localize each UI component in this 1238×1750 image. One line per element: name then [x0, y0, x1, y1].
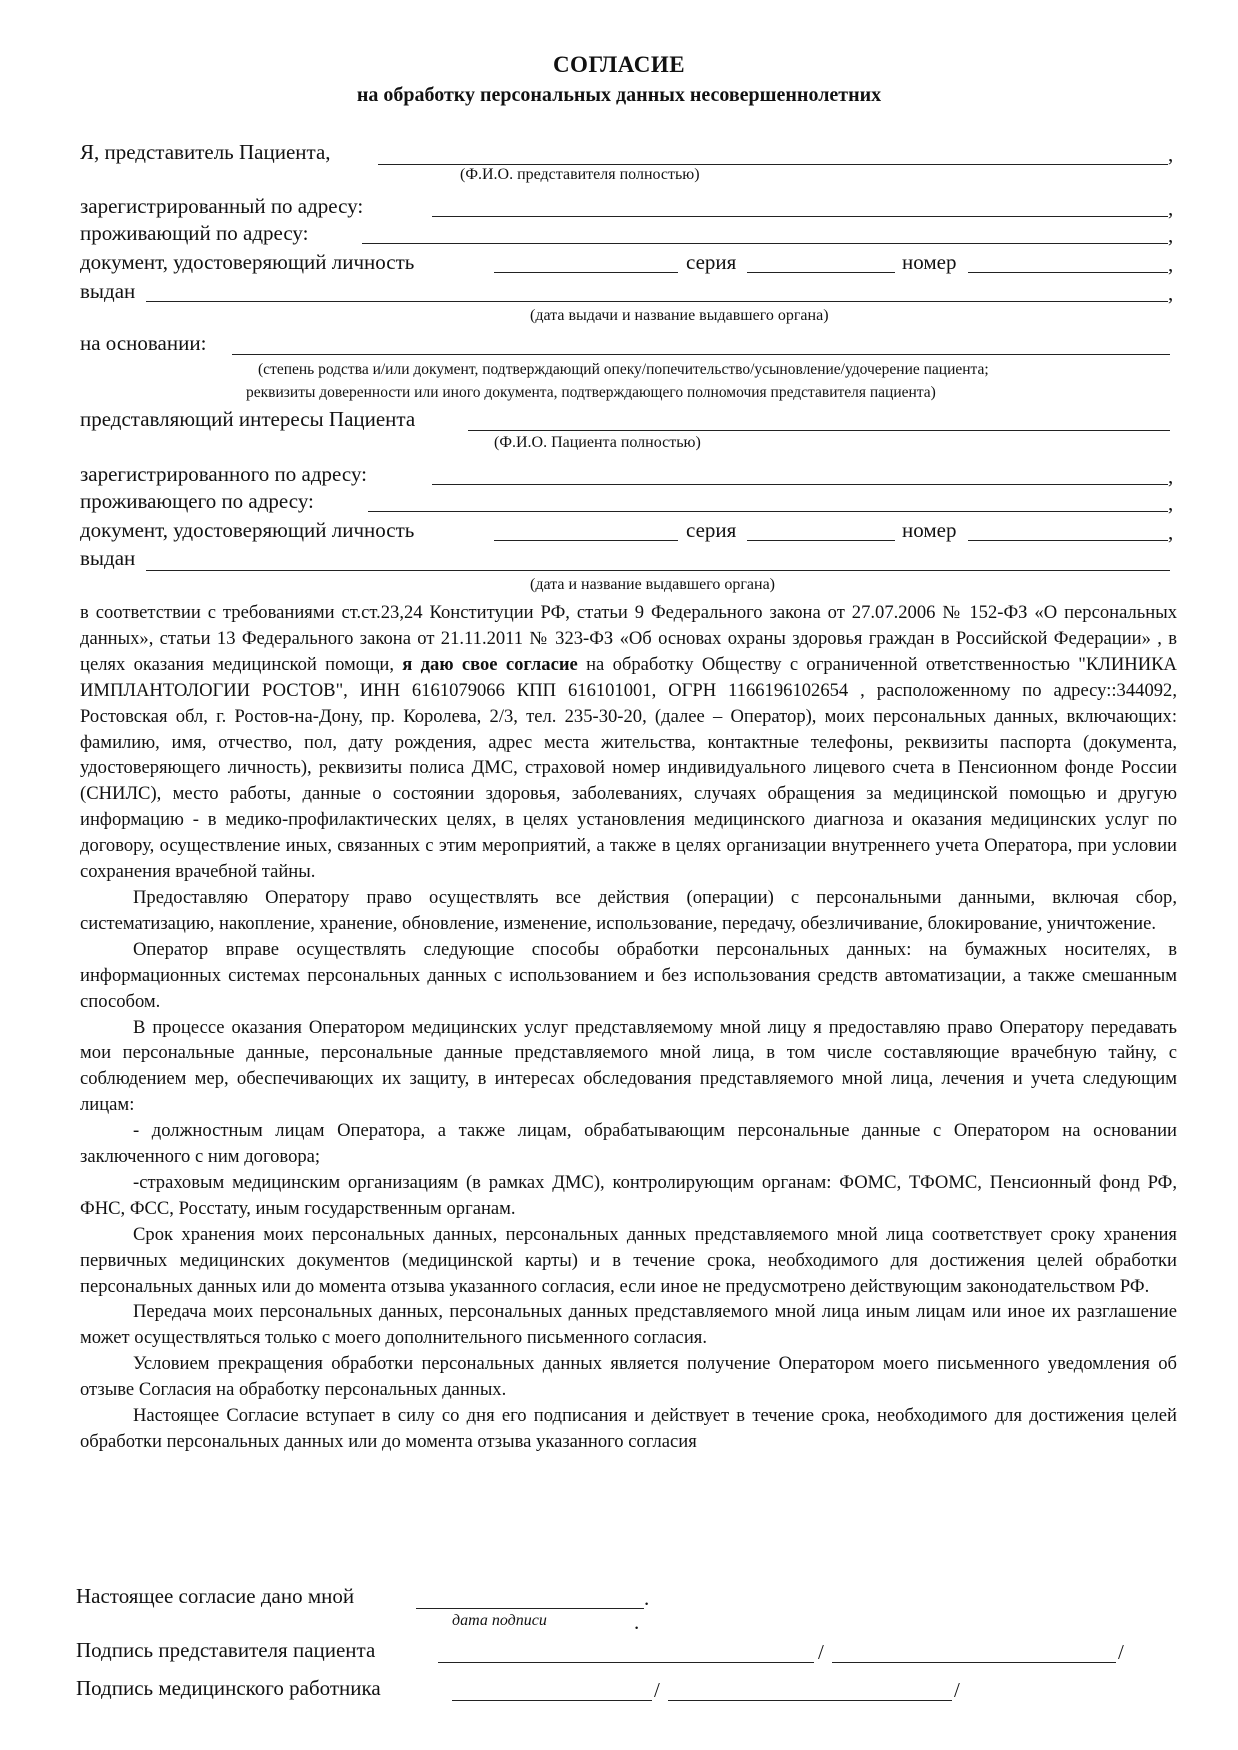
dot: .	[644, 1586, 650, 1610]
comma: ,	[1168, 252, 1174, 276]
patient-reg-label: зарегистрированного по адресу:	[80, 462, 367, 486]
paragraph-10: Настоящее Согласие вступает в силу со дня его подписания и действует в течение срока, необходимого для достижения целей обработки персональных данных или до момента отзыва указанного согласия	[80, 1405, 1177, 1452]
comma: ,	[1168, 491, 1174, 515]
representative-name-field[interactable]	[378, 164, 1168, 165]
rep-signature-field[interactable]	[438, 1662, 814, 1663]
paragraph-2: Предоставляю Оператору право осуществлять все действия (операции) с персональными данными, включая сбор, систематизацию, накопление, хранение, обновление, изменение, использование, передачу, обезличивание, блокирование, уничтожение.	[80, 886, 1177, 934]
reg-address-label: зарегистрированный по адресу:	[80, 194, 364, 218]
patient-hint: (Ф.И.О. Пациента полностью)	[494, 434, 701, 451]
patient-reg-field[interactable]	[432, 484, 1168, 485]
consent-body	[80, 600, 1177, 1455]
series-label: серия	[686, 250, 737, 274]
p1-text-a: в соответствии с требованиями ст.ст.23,24 Конституции РФ, статьи 9 Федерального закона от 27.07.2006 № 152-ФЗ «О персональных данных», статьи 13 Федерального закона от 21.11.2011 № 323-ФЗ «Об основах охраны здоровья граждан в Российской Федерации» , в целях оказания медицинской помощи,	[80, 602, 1177, 675]
med-name-field[interactable]	[668, 1700, 952, 1701]
comma: ,	[1168, 520, 1174, 544]
paragraph-4: В процессе оказания Оператором медицинских услуг представляемому мной лицу я предоставляю право Оператору передавать мои персональные данные, персональные данные представляемого мной лица, в том числе составляющие врачебную тайну, с соблюдением мер, обеспечивающих их защиту, в интересах обследования представляемого мной лица, лечения и учета следующим лицам:	[80, 1016, 1177, 1116]
patient-issued-field[interactable]	[146, 570, 1170, 571]
live-address-field[interactable]	[362, 243, 1168, 244]
comma: ,	[1168, 464, 1174, 488]
dot: .	[634, 1610, 640, 1634]
number-label: номер	[902, 250, 957, 274]
p1-text-b: на обработку Обществу с ограниченной ответственностью "КЛИНИКА ИМПЛАНТОЛОГИИ РОСТОВ", ИНН 6161079066 КПП 616101001, ОГРН 1166196102654 , расположенному по адресу::344092, Ростовская обл, г. Ростов-на-Дону, пр. Королева, 2/3, тел. 235-30-20, (далее – Оператор), моих персональных данных, включающих: фамилию, имя, отчество, пол, дату рождения, адрес места жительства, контактные телефоны, реквизиты паспорта (документа, удостоверяющего личность), реквизиты полиса ДМС, страховой номер индивидуального лицевого счета в Пенсионном фонде России (СНИЛС), место работы, данные о состоянии здоровья, заболеваниях, случаях обращения за медицинской помощью и другую информацию - в медико-профилактических целях, в целях установления медицинского диагноза и оказания медицинских услуг по договору, осуществление иных, связанных с этим мероприятий, а также в целях организации внутреннего учета Оператора, при условии сохранения врачебной тайны.	[80, 653, 1177, 883]
live-address-label: проживающий по адресу:	[80, 221, 309, 245]
patient-number-field[interactable]	[968, 540, 1168, 541]
issued-label: выдан	[80, 279, 136, 303]
slash: /	[654, 1678, 660, 1702]
paragraph-7: Срок хранения моих персональных данных, персональных данных представляемого мной лица соответствует сроку хранения первичных медицинских документов (медицинской карты) и в течение срока, необходимого для достижения целей обработки персональных данных или до момента отзыва указанного согласия, если иное не предусмотрено действующим законодательством РФ.	[80, 1223, 1177, 1297]
slash: /	[954, 1678, 960, 1702]
patient-series-label: серия	[686, 518, 737, 542]
basis-hint-2: реквизиты доверенности или иного документа, подтверждающего полномочия представителя пациента)	[246, 384, 936, 401]
comma: ,	[1168, 281, 1174, 305]
date-hint: дата подписи	[452, 1612, 547, 1629]
patient-id-doc-field[interactable]	[494, 540, 678, 541]
series-field[interactable]	[747, 272, 895, 273]
comma: ,	[1168, 196, 1174, 220]
basis-field[interactable]	[232, 354, 1170, 355]
rep-name-field[interactable]	[832, 1662, 1116, 1663]
paragraph-8: Передача моих персональных данных, персональных данных представляемого мной лица иным лицам или иное их разглашение может осуществляться только с моего дополнительного письменного согласия.	[80, 1301, 1177, 1349]
rep-sign-label: Подпись представителя пациента	[76, 1638, 376, 1662]
document-title: СОГЛАСИЕ	[552, 52, 686, 77]
id-doc-field[interactable]	[494, 272, 678, 273]
patient-number-label: номер	[902, 518, 957, 542]
paragraph-1	[80, 600, 1177, 885]
number-field[interactable]	[968, 272, 1168, 273]
issued-hint: (дата выдачи и название выдавшего органа)	[530, 307, 829, 324]
sign-date-field[interactable]	[416, 1608, 644, 1609]
p1-bold: я даю свое согласие	[402, 653, 578, 675]
slash: /	[1118, 1640, 1124, 1664]
patient-issued-label: выдан	[80, 546, 136, 570]
patient-issued-hint: (дата и название выдавшего органа)	[530, 576, 776, 593]
reg-address-field[interactable]	[432, 216, 1168, 217]
representative-label: Я, представитель Пациента,	[80, 140, 331, 164]
patient-live-label: проживающего по адресу:	[80, 489, 314, 513]
patient-live-field[interactable]	[368, 511, 1168, 512]
basis-hint-1: (степень родства и/или документ, подтверждающий опеку/попечительство/усыновление/удочерение пациента;	[258, 361, 989, 378]
basis-label: на основании:	[80, 331, 207, 355]
patient-series-field[interactable]	[747, 540, 895, 541]
comma: ,	[1168, 142, 1174, 166]
representative-hint: (Ф.И.О. представителя полностью)	[460, 166, 700, 183]
issued-field[interactable]	[146, 301, 1168, 302]
document-subtitle: на обработку персональных данных несовершеннолетних	[356, 84, 882, 106]
comma: ,	[1168, 223, 1174, 247]
med-signature-field[interactable]	[452, 1700, 652, 1701]
given-label: Настоящее согласие дано мной	[76, 1584, 355, 1608]
patient-label: представляющий интересы Пациента	[80, 407, 416, 431]
patient-name-field[interactable]	[468, 430, 1170, 431]
slash: /	[818, 1640, 824, 1664]
id-doc-label: документ, удостоверяющий личность	[80, 250, 415, 274]
paragraph-9: Условием прекращения обработки персональных данных является получение Оператором моего письменного уведомления об отзыве Согласия на обработку персональных данных.	[80, 1353, 1177, 1401]
paragraph-5: - должностным лицам Оператора, а также лицам, обрабатывающим персональные данные с Оператором на основании заключенного с ним договора;	[80, 1120, 1177, 1168]
med-sign-label: Подпись медицинского работника	[76, 1676, 381, 1700]
patient-id-doc-label: документ, удостоверяющий личность	[80, 518, 415, 542]
paragraph-3: Оператор вправе осуществлять следующие способы обработки персональных данных: на бумажных носителях, в информационных системах персональных данных с использованием и без использования средств автоматизации, а также смешанным способом.	[80, 938, 1177, 1012]
paragraph-6: -страховым медицинским организациям (в рамках ДМС), контролирующим органам: ФОМС, ТФОМС, Пенсионный фонд РФ, ФНС, ФСС, Росстату, иным государственным органам.	[80, 1171, 1177, 1219]
